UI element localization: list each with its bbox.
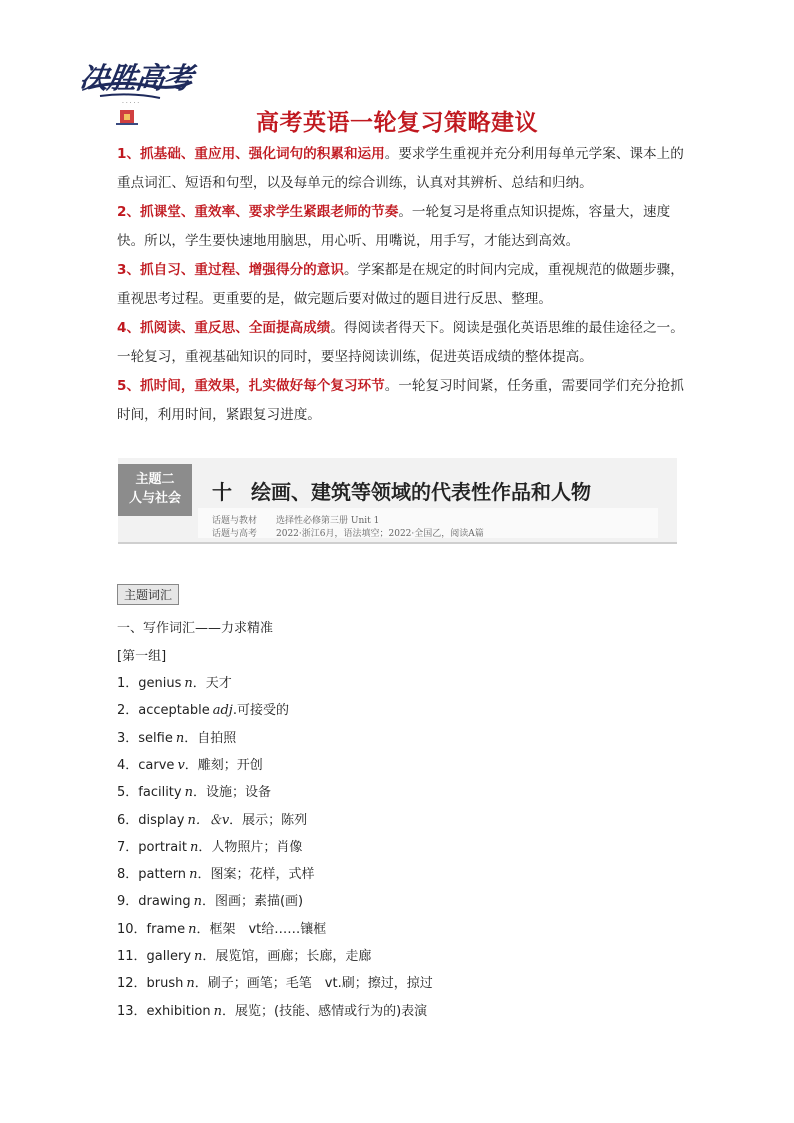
vocab-item: [117, 863, 717, 882]
strategy-4: [117, 314, 687, 372]
vocab-word: facility: [138, 785, 182, 801]
vocab-pos: n: [193, 894, 202, 910]
vocab-number: 6．: [117, 812, 139, 828]
vocab-word: pattern: [138, 867, 187, 883]
vocab-pos: n: [175, 730, 185, 746]
vocab-word: gallery: [146, 949, 192, 964]
vocab-word: genius: [138, 676, 182, 691]
vocab-number: 13．: [117, 1003, 147, 1019]
strategy-1: [117, 140, 687, 198]
strategy-5: [117, 372, 687, 430]
vocab-meaning: ．刷子；画笔；毛笔 vt.刷；擦过，掠过: [194, 976, 433, 992]
vocab-word: brush: [146, 976, 184, 992]
strategy-1-body: 。要求学生重视并充分利用每单元学案、课本上的重点词汇、短语和句型，以及每单元的综合训练，认真对其辨析、总结和归纳。: [117, 146, 684, 191]
meta-row-2: [212, 526, 484, 539]
vocab-word: exhibition: [146, 1003, 211, 1019]
vocab-word: carve: [138, 757, 175, 773]
vocab-item: [117, 754, 717, 773]
topic-badge: [118, 464, 192, 516]
vocab-word: acceptable: [138, 703, 210, 719]
strategy-5-body: 。一轮复习时间紧，任务重，需要同学们充分抢抓时间，利用时间，紧跟复习进度。: [117, 378, 684, 423]
badge-line-1: 主题二: [135, 472, 175, 487]
vocab-pos: n: [189, 839, 199, 855]
vocab-pos: n: [186, 976, 195, 992]
vocab-item: [117, 1000, 717, 1019]
badge-line-2: 人与社会: [128, 491, 181, 506]
vocab-number: 3．: [117, 730, 139, 746]
vocab-item: [117, 809, 717, 828]
meta-row-1: [212, 513, 379, 526]
vocab-number: 4．: [117, 757, 139, 773]
vocab-word: display: [138, 812, 185, 828]
vocab-item: [117, 945, 717, 964]
vocab-word: portrait: [138, 839, 187, 855]
vocab-meaning: ．人物照片；肖像: [198, 839, 303, 855]
vocab-word: drawing: [138, 894, 191, 910]
strategy-4-highlight: 4、抓阅读、重反思、全面提高成绩: [117, 320, 331, 336]
vocab-number: 2．: [117, 703, 139, 719]
vocab-pos: adj: [212, 703, 233, 719]
logo-text: 决胜高考: [77, 61, 195, 95]
strategy-4-body: 。得阅读者得天下。阅读是强化英语思维的最佳途径之一。一轮复习，重视基础知识的同时，要坚持阅读训练，促进英语成绩的整体提高。: [117, 320, 684, 365]
vocab-meaning: ．框架 vt给……镶框: [196, 921, 327, 937]
vocab-number: 12．: [117, 976, 147, 992]
vocab-pos: v: [177, 757, 185, 773]
meta-key-2: 话题与高考: [212, 529, 258, 539]
group-label: [第一组]: [117, 649, 167, 664]
topic-title: 绘画、建筑等领域的代表性作品和人物: [251, 480, 591, 504]
strategy-3-body: 。学案都是在规定的时间内完成，重视规范的做题步骤，重视思考过程。更重要的是，做完题后要对做过的题目进行反思、整理。: [117, 262, 684, 307]
strategy-3-highlight: 3、抓自习、重过程、增强得分的意识: [117, 262, 344, 278]
vocab-meaning: ．设施；设备: [192, 785, 271, 801]
vocab-pos: n: [184, 785, 193, 801]
vocab-item: [117, 727, 717, 746]
page-title: 高考英语一轮复习策略建议: [256, 110, 538, 136]
vocab-meaning: ．图画；素描(画): [201, 894, 304, 910]
vocab-number: 7．: [117, 839, 139, 855]
vocab-pos: n: [188, 921, 197, 937]
topic-number: 十: [212, 480, 232, 504]
strategy-2-highlight: 2、抓课堂、重效率、要求学生紧跟老师的节奏: [117, 204, 399, 220]
strategy-2: [117, 198, 687, 256]
vocab-word: selfie: [138, 730, 173, 746]
vocab-item: [117, 781, 717, 800]
vocab-number: 11．: [117, 949, 147, 964]
vocab-pos: n．＆v: [187, 812, 230, 828]
section-tag: 主题词汇: [117, 584, 179, 605]
vocab-meaning: ．展示；陈列: [229, 812, 308, 828]
vocab-item: [117, 890, 717, 909]
vocab-pos: n: [194, 949, 203, 964]
vocab-meaning: ．展览；(技能、感情或行为的)表演: [222, 1003, 428, 1019]
vocab-word: frame: [146, 921, 186, 937]
vocab-pos: n: [213, 1003, 223, 1019]
strategy-3: [117, 256, 687, 314]
vocab-number: 10．: [117, 921, 147, 937]
vocab-meaning: ．天才: [192, 676, 232, 691]
vocab-number: 1．: [117, 676, 139, 691]
vocab-meaning: ．图案；花样，式样: [197, 867, 315, 883]
vocab-item: [117, 836, 717, 855]
vocab-meaning: ．自拍照: [184, 730, 237, 746]
vocab-number: 9．: [117, 894, 139, 910]
section-heading: 一、写作词汇——力求精准: [117, 621, 274, 636]
vocab-item: [117, 972, 717, 991]
vocab-item: [117, 918, 717, 937]
vocab-item: [117, 699, 717, 718]
strategy-2-body: 。一轮复习是将重点知识提炼，容量大，速度快。所以，学生要快速地用脑思，用心听、用嘴说，用手写，才能达到高效。: [117, 204, 671, 249]
vocab-pos: n: [189, 867, 198, 883]
vocab-item: [117, 672, 717, 691]
strategy-5-highlight: 5、抓时间，重效果，扎实做好每个复习环节: [117, 378, 385, 394]
meta-value-2: 2022·浙江6月，语法填空；2022·全国乙，阅读A篇: [276, 529, 484, 539]
svg-text:· · · · ·: · · · · ·: [122, 100, 140, 107]
meta-key-1: 话题与教材: [212, 516, 258, 526]
vocab-number: 8．: [117, 867, 139, 883]
vocab-meaning: ．雕刻；开创: [184, 757, 263, 773]
vocab-number: 5．: [117, 785, 139, 801]
topic-banner: [118, 458, 677, 544]
vocab-meaning: ．展览馆，画廊；长廊，走廊: [202, 949, 372, 964]
strategy-1-highlight: 1、抓基础、重应用、强化词句的积累和运用: [117, 146, 385, 162]
meta-value-1: 选择性必修第三册 Unit 1: [276, 516, 380, 526]
vocab-pos: n: [184, 676, 193, 691]
vocab-meaning: .可接受的: [232, 703, 289, 719]
